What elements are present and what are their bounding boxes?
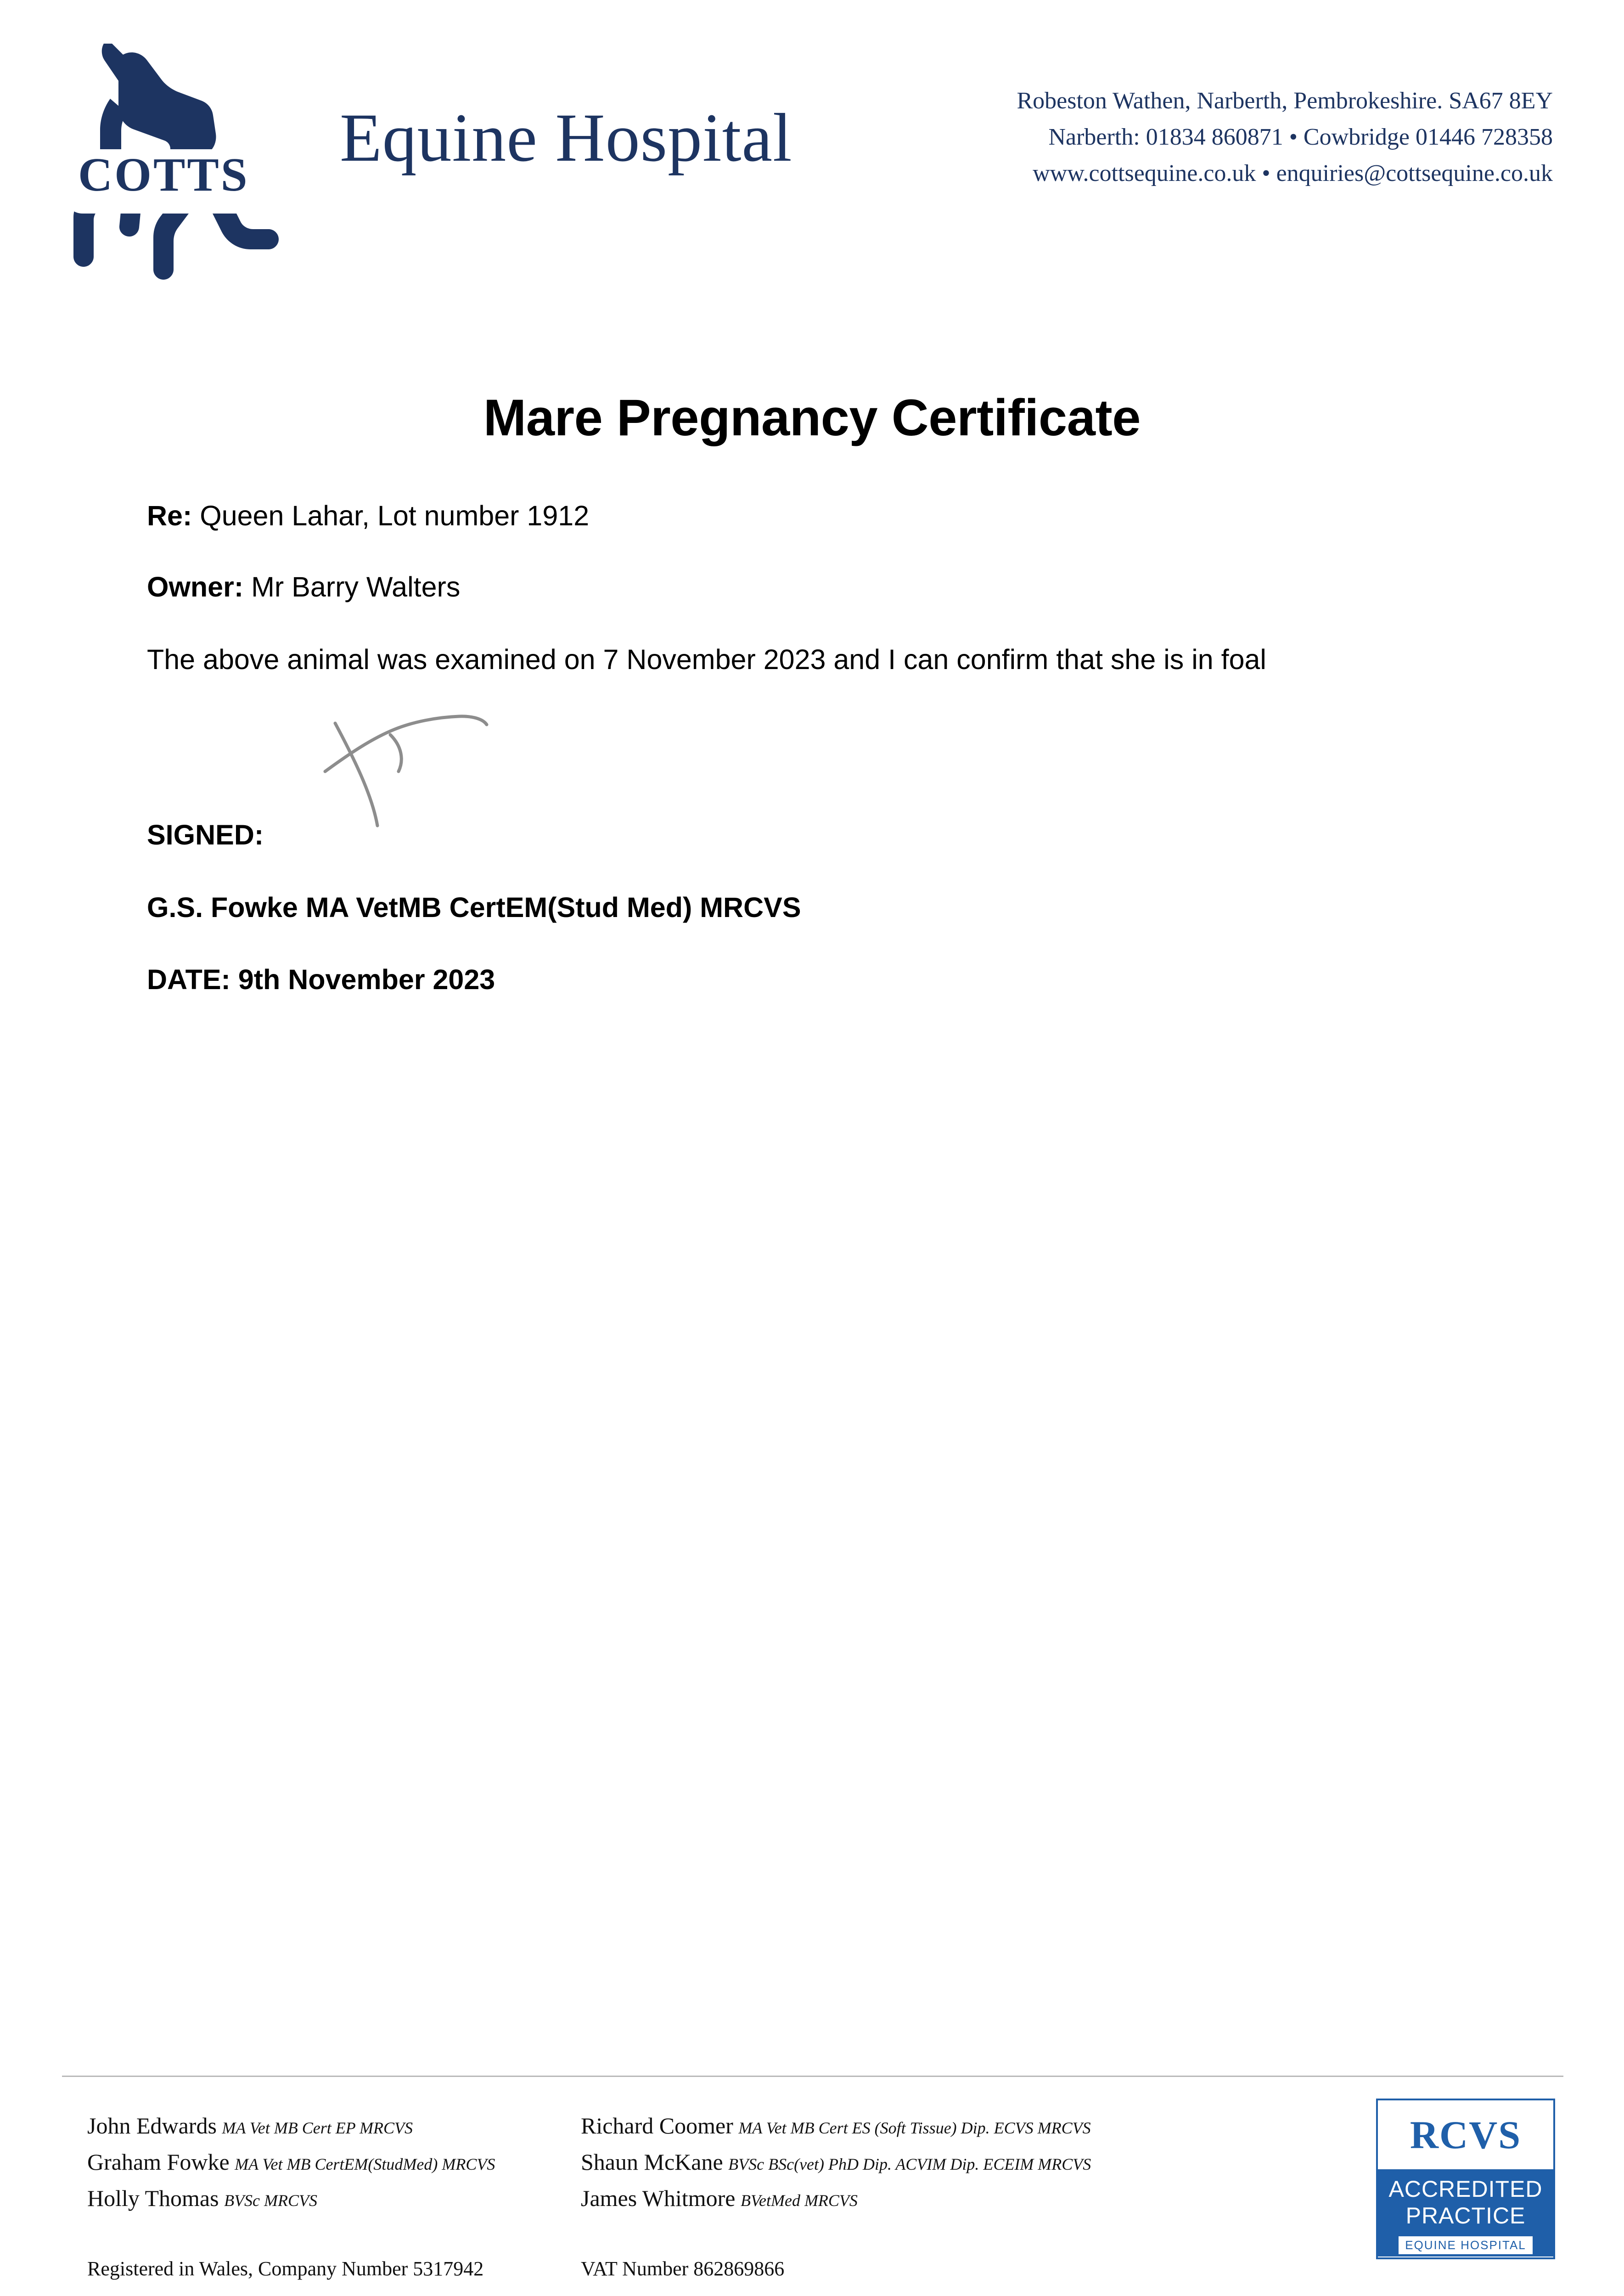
vet-qualifications: MA Vet MB Cert ES (Soft Tissue) Dip. ECVS MRCVS [738, 2119, 1091, 2137]
vet-name: Richard Coomer [581, 2113, 733, 2138]
signatory-name: G.S. Fowke MA VetMB CertEM(Stud Med) MRCVS [147, 892, 801, 923]
vets-column-right [581, 2108, 1091, 2217]
rcvs-logo-text: RCVS [1410, 2113, 1522, 2157]
rcvs-badge-body [1378, 2169, 1553, 2257]
owner-label: Owner: [147, 571, 244, 602]
subject-value: Queen Lahar, Lot number 1912 [200, 500, 590, 531]
footer-divider [62, 2076, 1563, 2077]
vet-qualifications: MA Vet MB CertEM(StudMed) MRCVS [235, 2155, 495, 2173]
statement-text: The above animal was examined on 7 November 2023 and I can confirm that she is in foal [147, 644, 1266, 675]
contact-line-phone: Narberth: 01834 860871 • Cowbridge 01446 728358 [1048, 124, 1553, 151]
vet-name: Graham Fowke [87, 2149, 230, 2175]
vet-name: John Edwards [87, 2113, 217, 2138]
vet-entry [87, 2144, 495, 2180]
contact-details [1017, 83, 1553, 191]
rcvs-equine-hospital-text: EQUINE HOSPITAL [1399, 2236, 1533, 2254]
vet-entry [87, 2180, 495, 2217]
rcvs-accredited-text: ACCREDITED [1388, 2176, 1543, 2202]
subject-line [147, 498, 1501, 533]
rcvs-practice-text: PRACTICE [1405, 2203, 1526, 2228]
vet-entry [581, 2180, 1091, 2217]
owner-line [147, 569, 1501, 604]
owner-value: Mr Barry Walters [251, 571, 461, 602]
vet-name: James Whitmore [581, 2185, 736, 2211]
page-header [0, 0, 1624, 321]
horse-logo-icon [55, 44, 326, 292]
svg-text:COTTS: COTTS [78, 148, 249, 201]
vet-entry [581, 2108, 1091, 2144]
company-registration: Registered in Wales, Company Number 5317942 [87, 2257, 484, 2280]
contact-line-address: Robeston Wathen, Narberth, Pembrokeshire. SA67 8EY [1017, 88, 1553, 114]
vet-entry [87, 2108, 495, 2144]
vat-number: VAT Number 862869866 [581, 2257, 785, 2280]
vet-name: Shaun McKane [581, 2149, 723, 2175]
contact-line-web: www.cottsequine.co.uk • enquiries@cottsequine.co.uk [1033, 160, 1553, 187]
brand-name: Equine Hospital [340, 100, 792, 176]
subject-label: Re: [147, 500, 192, 531]
vet-qualifications: MA Vet MB Cert EP MRCVS [222, 2119, 413, 2137]
vet-qualifications: BVSc BSc(vet) PhD Dip. ACVIM Dip. ECEIM MRCVS [728, 2155, 1091, 2173]
vet-entry [581, 2144, 1091, 2180]
signed-date: DATE: 9th November 2023 [147, 964, 495, 995]
vet-name: Holly Thomas [87, 2185, 219, 2211]
vet-qualifications: BVSc MRCVS [224, 2191, 318, 2210]
vet-qualifications: BVetMed MRCVS [741, 2191, 858, 2210]
rcvs-accredited-practice-badge [1376, 2099, 1555, 2259]
page-title: Mare Pregnancy Certificate [483, 389, 1141, 446]
brand-logo [55, 44, 792, 292]
vets-column-left [87, 2108, 495, 2217]
signed-label: SIGNED: [147, 819, 264, 850]
page-footer [0, 2066, 1624, 2296]
